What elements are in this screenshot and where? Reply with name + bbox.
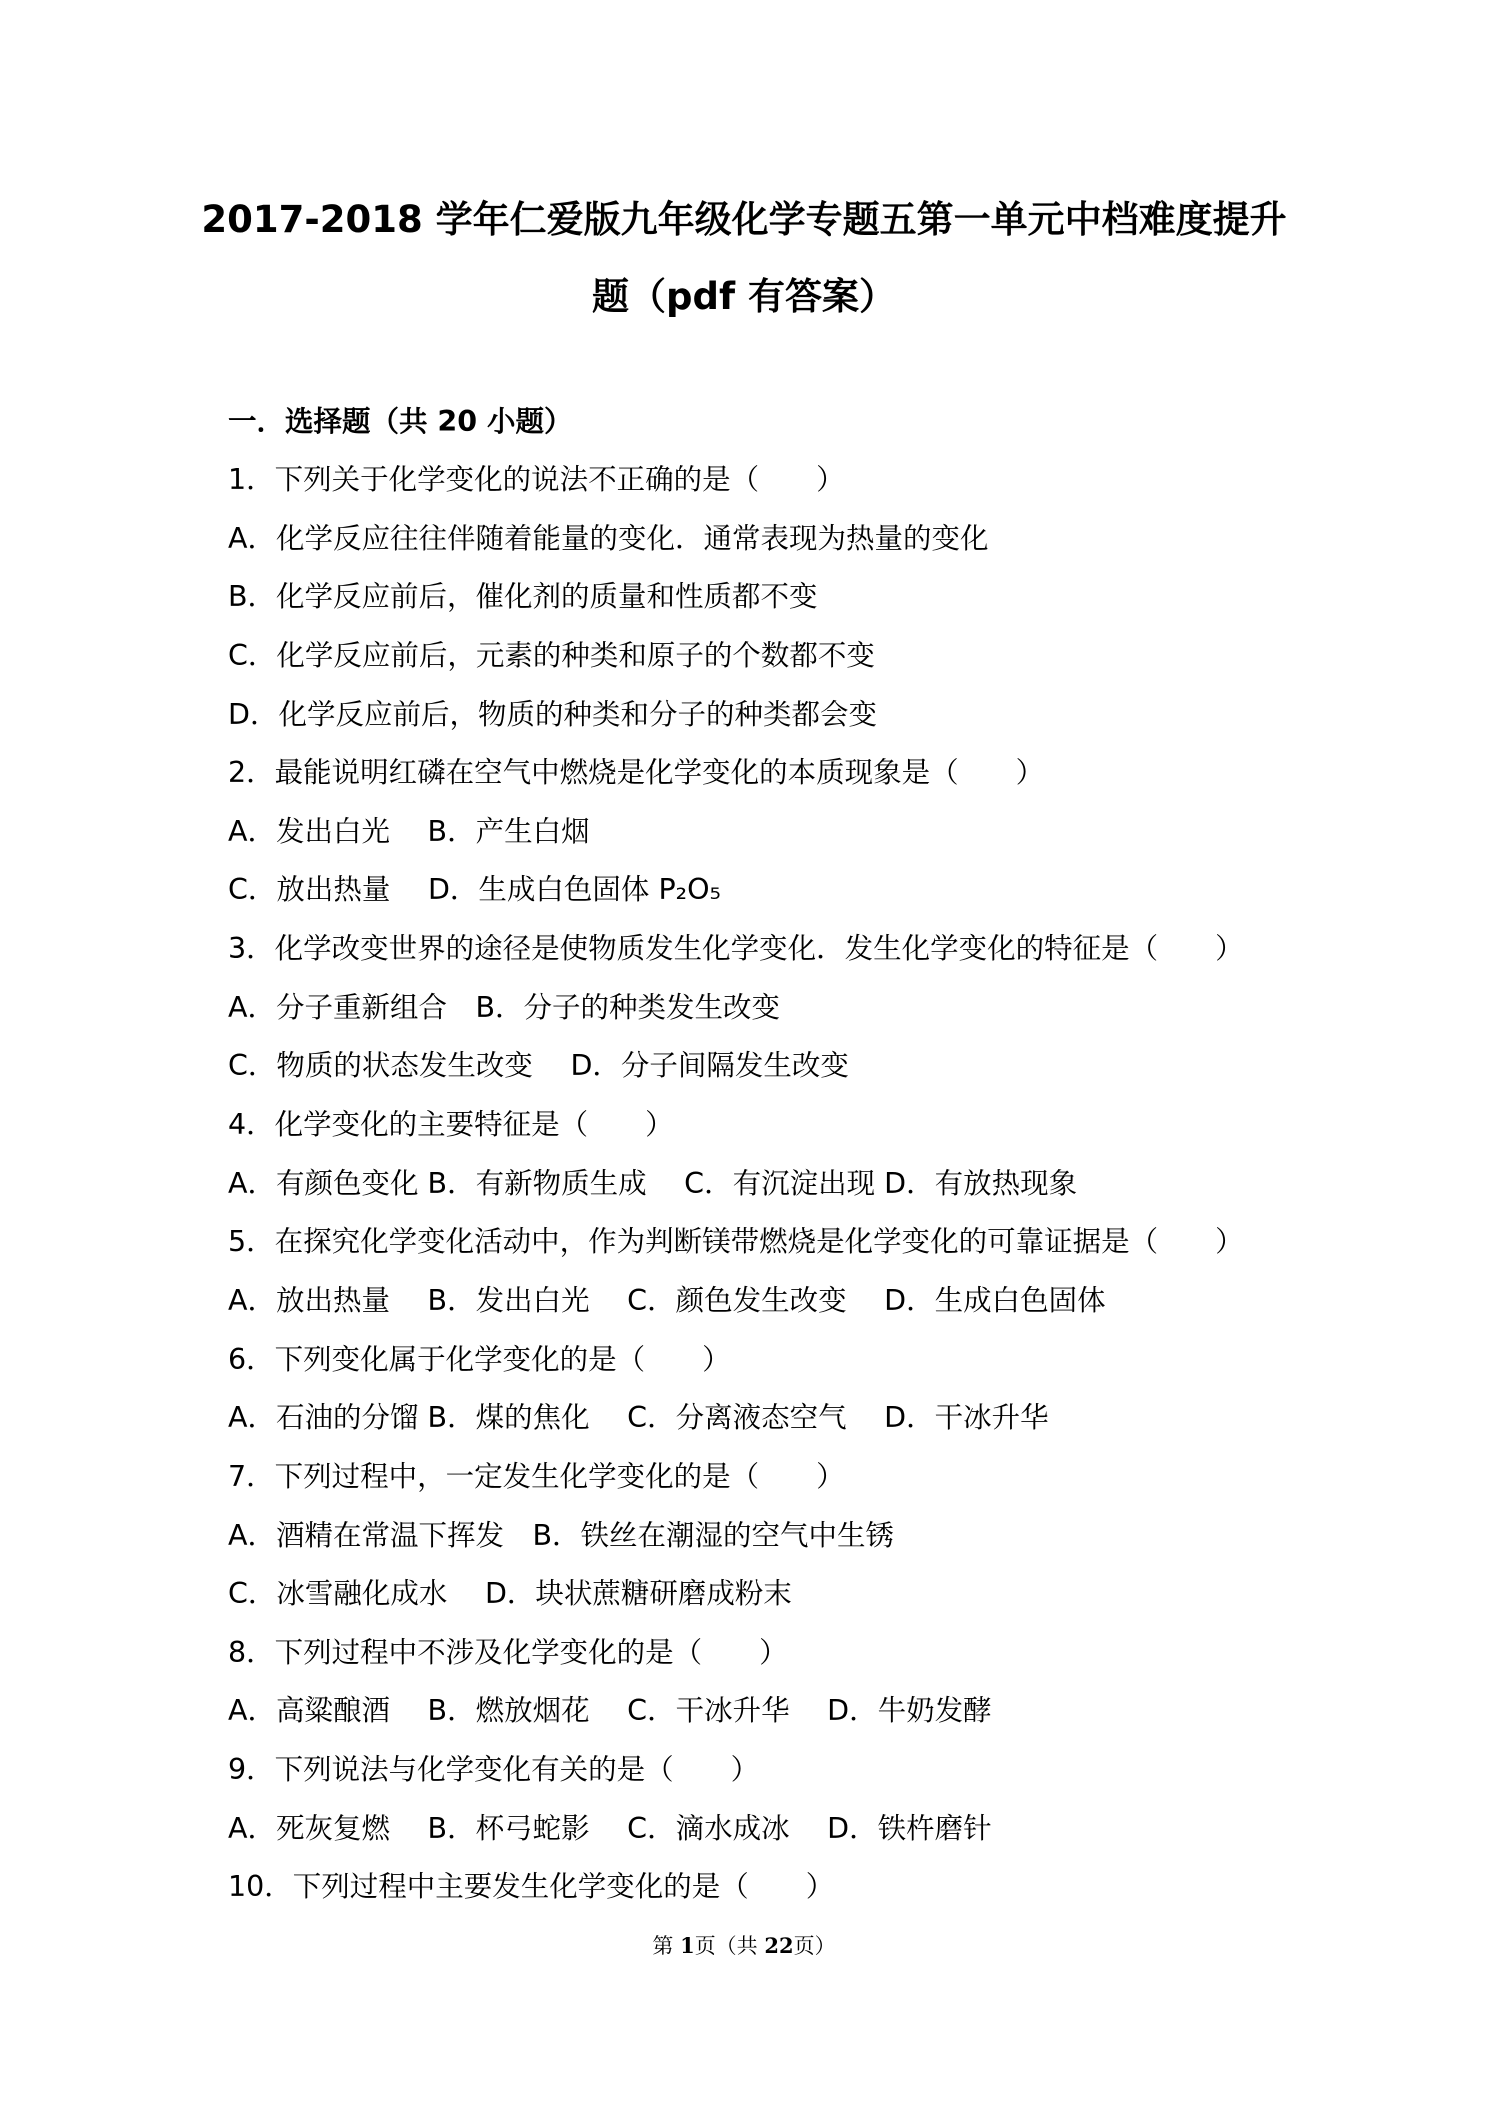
question-6-options: A．石油的分馏 B．煤的焦化 C．分离液态空气 D．干冰升华 [228, 1401, 1049, 1435]
question-7-stem: 7．下列过程中，一定发生化学变化的是（ ） [228, 1459, 845, 1493]
document-title-line-2: 题（pdf 有答案） [592, 275, 896, 318]
question-10-stem: 10．下列过程中主要发生化学变化的是（ ） [228, 1870, 835, 1904]
question-8-stem: 8．下列过程中不涉及化学变化的是（ ） [228, 1635, 788, 1669]
question-7-options-ab: A．酒精在常温下挥发 B．铁丝在潮湿的空气中生锈 [228, 1518, 895, 1552]
question-9-stem: 9．下列说法与化学变化有关的是（ ） [228, 1753, 760, 1787]
question-1-stem: 1．下列关于化学变化的说法不正确的是（ ） [228, 463, 845, 496]
question-5-options: A．放出热量 B．发出白光 C．颜色发生改变 D．生成白色固体 [228, 1283, 1106, 1317]
question-2-stem: 2．最能说明红磷在空气中燃烧是化学变化的本质现象是（ ） [228, 756, 1045, 790]
footer-page-number: 1 [680, 1933, 695, 1958]
question-2-options-ab: A．发出白光 B．产生白烟 [228, 814, 590, 848]
question-3-options-ab: A．分子重新组合 B．分子的种类发生改变 [228, 990, 781, 1024]
question-4-options: A．有颜色变化 B．有新物质生成 C．有沉淀出现 D．有放热现象 [228, 1166, 1078, 1200]
question-1-option-d: D．化学反应前后，物质的种类和分子的种类都会变 [228, 697, 877, 731]
footer-total-pages: 22 [764, 1933, 794, 1958]
question-list [228, 460, 1328, 1926]
question-1-option-c: C．化学反应前后，元素的种类和原子的个数都不变 [228, 638, 875, 672]
footer-prefix: 第 [652, 1934, 681, 1958]
question-5-stem: 5．在探究化学变化活动中，作为判断镁带燃烧是化学变化的可靠证据是（ ） [228, 1225, 1244, 1259]
question-9-options: A．死灰复燃 B．杯弓蛇影 C．滴水成冰 D．铁杵磨针 [228, 1811, 992, 1845]
question-6-stem: 6．下列变化属于化学变化的是（ ） [228, 1342, 731, 1376]
question-7-options-cd: C．冰雪融化成水 D．块状蔗糖研磨成粉末 [228, 1577, 792, 1611]
question-3-stem: 3．化学改变世界的途径是使物质发生化学变化．发生化学变化的特征是（ ） [228, 932, 1244, 966]
question-8-options: A．高粱酿酒 B．燃放烟花 C．干冰升华 D．牛奶发酵 [228, 1694, 992, 1728]
footer-suffix: 页） [793, 1934, 836, 1958]
question-3-options-cd: C．物质的状态发生改变 D．分子间隔发生改变 [228, 1049, 849, 1083]
question-1-option-a: A．化学反应往往伴随着能量的变化．通常表现为热量的变化 [228, 521, 989, 555]
question-1-option-b: B．化学反应前后，催化剂的质量和性质都不变 [228, 580, 818, 614]
section-heading: 一．选择题（共 20 小题） [228, 405, 573, 438]
footer-mid: 页（共 [694, 1934, 765, 1958]
page-footer [0, 1931, 1488, 1961]
document-title-line-1: 2017-2018 学年仁爱版九年级化学专题五第一单元中档难度提升 [201, 198, 1287, 241]
question-2-options-cd: C．放出热量 D．生成白色固体 P₂O₅ [228, 873, 721, 907]
question-4-stem: 4．化学变化的主要特征是（ ） [228, 1108, 674, 1142]
